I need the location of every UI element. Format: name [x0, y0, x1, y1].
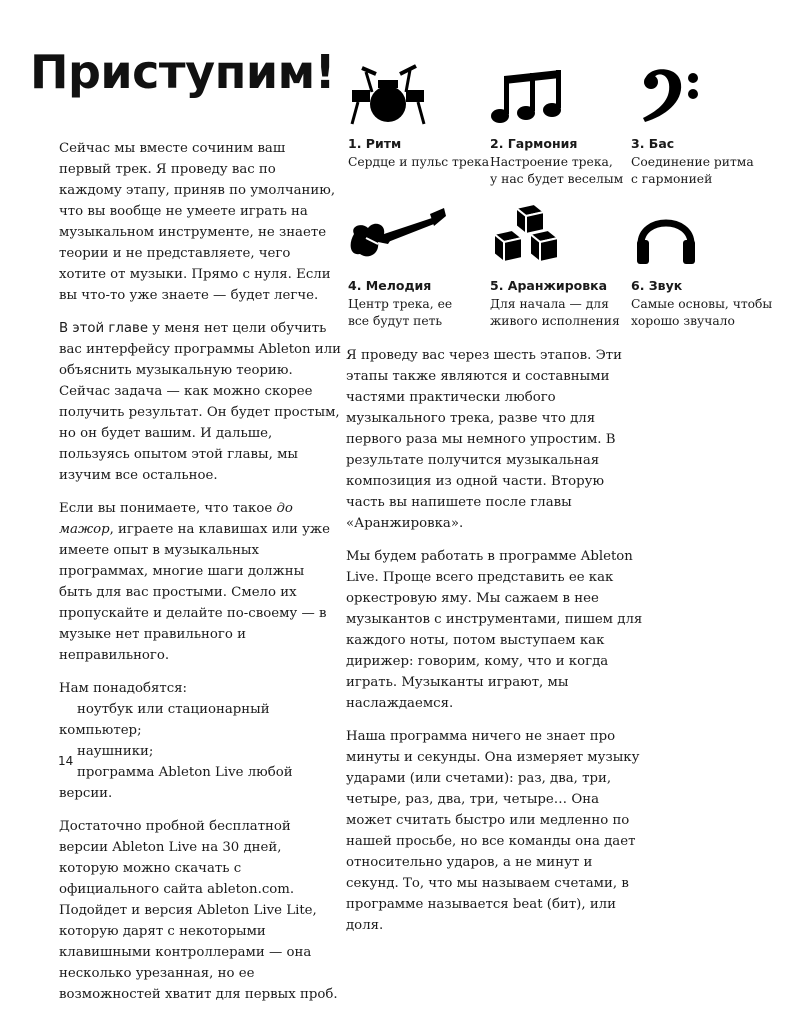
needs-intro: Нам понадобятся: — [59, 681, 188, 696]
right-column — [346, 345, 646, 948]
step-description: Сердце и пульс трека — [348, 155, 490, 169]
step-description: Самые основы, чтобы хорошо звучало — [631, 297, 773, 328]
electric-guitar-icon — [348, 204, 498, 268]
drum-kit-icon — [348, 62, 498, 126]
paragraph: Если вы понимаете, что такое до мажор, играете на клавишах или уже имеете опыт в музыкальных программах, многие шаги должны быть для вас простыми. Смело их пропускайте и делайте по-своему — в музыке нет правильного и неправильного. — [59, 501, 331, 663]
page-number: 14 — [58, 754, 74, 768]
paragraph: Сейчас мы вместе сочиним ваш первый трек. Я проведу вас по каждому этапу, приняв по умолчанию, что вы вообще не умеете играть на музыкальном инструменте, не знаете теории и не представляете, чего хотите от музыки. Прямо с нуля. Если вы что-то уже знаете — будет легче. — [59, 141, 336, 303]
step-description: Для начала — для живого исполнения — [490, 297, 620, 328]
list-item: программа Ableton Live любой версии. — [59, 765, 293, 801]
step-arrangement — [490, 204, 640, 330]
step-bass — [631, 62, 781, 188]
step-harmony — [490, 62, 640, 188]
step-melody — [348, 204, 498, 330]
step-title: 1. Ритм — [348, 136, 402, 151]
step-description: Настроение трека, у нас будет веселым — [490, 155, 624, 186]
step-title: 6. Звук — [631, 278, 683, 293]
page-title: Приступим! — [30, 45, 336, 99]
step-description: Соединение ритма с гармонией — [631, 155, 754, 186]
music-notes-icon — [490, 62, 640, 126]
headphones-icon — [631, 204, 781, 268]
list-item: наушники; — [77, 744, 154, 759]
paragraph: Мы будем работать в программе Ableton Live. Проще всего представить ее как оркестровую яму. Мы сажаем в нее музыкантов с инструментами, пишем для каждого ноты, потом выступаем как дирижер: говорим, кому, что и когда играть. Музыканты играют, мы наслаждаемся. — [346, 549, 643, 711]
step-sound — [631, 204, 781, 330]
step-title: 3. Бас — [631, 136, 675, 151]
step-title: 2. Гармония — [490, 136, 578, 151]
paragraph: Наша программа ничего не знает про минуты и секунды. Она измеряет музыку ударами (или счетами): раз, два, три, четыре, раз, два, три, четыре… Она может считать быстро или медленно по нашей просьбе, но все команды она дает относительно ударов, а не минут и секунд. То, что мы называем счетами, в программе называется beat (бит), или доля. — [346, 729, 640, 933]
paragraph: В этой главе у меня нет цели обучить вас интерфейсу программы Ableton или объяснить музыкальную теорию. Сейчас задача — как можно скорее получить результат. Он будет простым, но он будет вашим. И дальше, пользуясь опытом этой главы, мы изучим все остальное. — [59, 321, 342, 483]
step-description: Центр трека, ее все будут петь — [348, 297, 453, 328]
bass-clef-icon — [631, 62, 781, 126]
left-column — [59, 138, 341, 1017]
step-title: 5. Аранжировка — [490, 278, 608, 293]
step-title: 4. Мелодия — [348, 278, 432, 293]
lead-in: В этой главе — [59, 321, 149, 336]
emphasis: до мажор — [59, 501, 293, 537]
needs-list — [59, 678, 341, 804]
step-rhythm — [348, 62, 498, 171]
list-item: ноутбук или стационарный компьютер; — [59, 702, 270, 738]
blocks-icon — [490, 204, 640, 268]
paragraph: Достаточно пробной бесплатной версии Ableton Live на 30 дней, которую можно скачать с официального сайта ableton.com. Подойдет и версия Ableton Live Lite, которую дарят с некоторыми клавишными контроллерами — она несколько урезанная, но ее возможностей хватит для первых проб. — [59, 819, 338, 1002]
paragraph: Я проведу вас через шесть этапов. Эти этапы также являются и составными частями практически любого музыкального трека, разве что для первого раза мы немного упростим. В результате получится музыкальная композиция из одной части. Вторую часть вы напишете после главы «Аранжировка». — [346, 348, 622, 531]
